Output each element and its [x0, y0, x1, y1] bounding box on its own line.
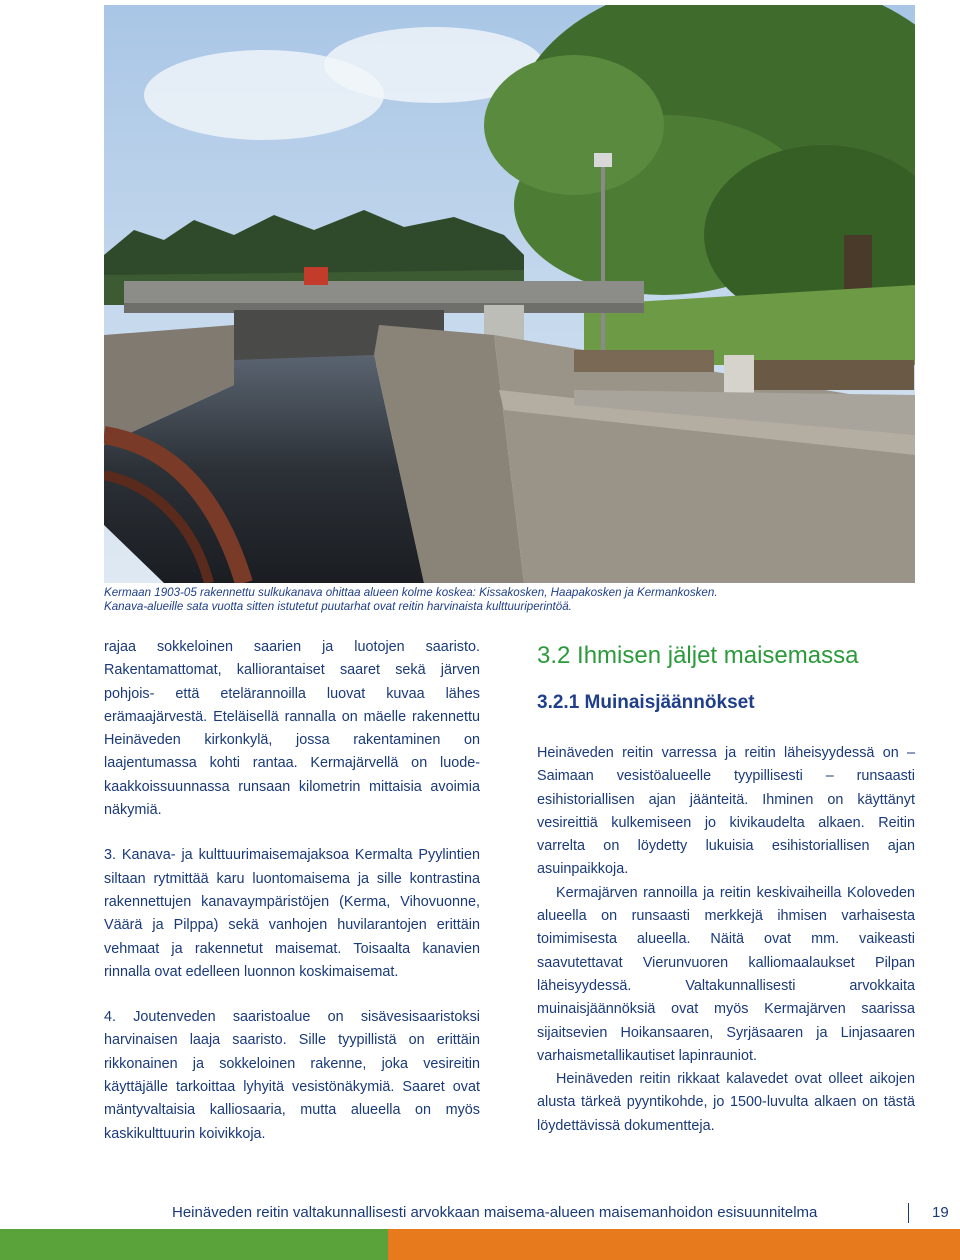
left-column	[104, 636, 480, 1146]
left-paragraph-1: rajaa sokkeloinen saarien ja luotojen saaristo. Rakentamattomat, kalliorantaiset saaret sekä järven pohjois- että etelärannoilla luovat kuvaa lähes erämaajärvestä. Eteläisellä rannalla on mäelle rakennettu Heinäveden kirkonkylä, jossa rakentaminen on laajentumassa kohti rantaa. Kermajärvellä on luode-kaakkoissuunnassa runsaan kilometrin mittaisia avoimia näkymiä.	[104, 639, 480, 819]
left-paragraph-3: 4. Joutenveden saaristoalue on sisävesisaaristoksi harvinaisen laaja saaristo. Sille tyypillistä on erittäin rikkonainen ja sokkeloinen rakenne, joka vesireitin käyttäjälle tarkoittaa lyhyitä vesistönäkymiä. Saaret ovat mäntyvaltaisia kalliosaaria, mutta alueella on myös kaskikulttuurin koivikkoja.	[104, 1009, 480, 1142]
footer-bar-green	[0, 1229, 388, 1260]
section-heading: 3.2 Ihmisen jäljet maisemassa	[537, 642, 859, 669]
caption-line-2: Kanava-alueille sata vuotta sitten istutetut puutarhat ovat reitin harvinaista kulttuuriperintöä.	[104, 599, 572, 613]
right-column	[537, 742, 915, 1138]
subsection-heading: 3.2.1 Muinaisjäännökset	[537, 692, 755, 713]
canal-lock-photo	[104, 5, 915, 583]
photo-caption	[104, 586, 915, 613]
right-paragraph-1: Heinäveden reitin varressa ja reitin läheisyydessä on – Saimaan vesistöalueelle tyypillisesti – runsaasti esihistoriallisen ajan jäänteitä. Ihminen on käyttänyt vesireittiä kulkemiseen jo kivikaudelta alkaen. Reitin varrelta on löydetty lukuisia esihistoriallisen ajan asuinpaikkoja.	[537, 745, 915, 878]
right-paragraph-2: Kermajärven rannoilla ja reitin keskivaiheilla Koloveden alueella on runsaasti merkkejä ihmisen varhaisesta toimimisesta alueella. Näitä ovat mm. vaikeasti saavutettavat Vierunvuoren kalliomaalaukset Pilpan läheisyydessä. Valtakunnallisesti arvokkaita muinaisjäännöksiä ovat myös Kermajärven saarissa sijaitsevien Hoikansaaren, Syrjäsaaren ja Linjasaaren varhaismetallikautiset lapinrauniot.	[537, 884, 915, 1064]
page-number: 19	[932, 1204, 949, 1221]
right-paragraph-3: Heinäveden reitin rikkaat kalavedet ovat olleet aikojen alusta tärkeä pyyntikohde, jo 1500-luvulta alkaen on tästä löydettävissä dokumentteja.	[537, 1071, 915, 1134]
footer-title: Heinäveden reitin valtakunnallisesti arvokkaan maisema-alueen maisemanhoidon esisuunnitelma	[172, 1204, 818, 1221]
left-paragraph-2: 3. Kanava- ja kulttuurimaisemajaksoa Kermalta Pyylintien siltaan rytmittää karu luontomaisema ja sille kontrastina rakennettujen kanavaympäristöjen (Kerma, Vihovuonne, Väärä ja Pilppa) sekä vanhojen huvilarantojen erittäin vehmaat ja rakennetut maisemat. Toisaalta kanavien rinnalla ovat edelleen luonnon koskimaisemat.	[104, 847, 480, 980]
caption-line-1: Kermaan 1903-05 rakennettu sulkukanava ohittaa alueen kolme koskea: Kissakosken, Haapakosken ja Kermankosken.	[104, 586, 718, 599]
footer-divider	[908, 1203, 909, 1223]
footer-bar-orange	[388, 1229, 960, 1260]
